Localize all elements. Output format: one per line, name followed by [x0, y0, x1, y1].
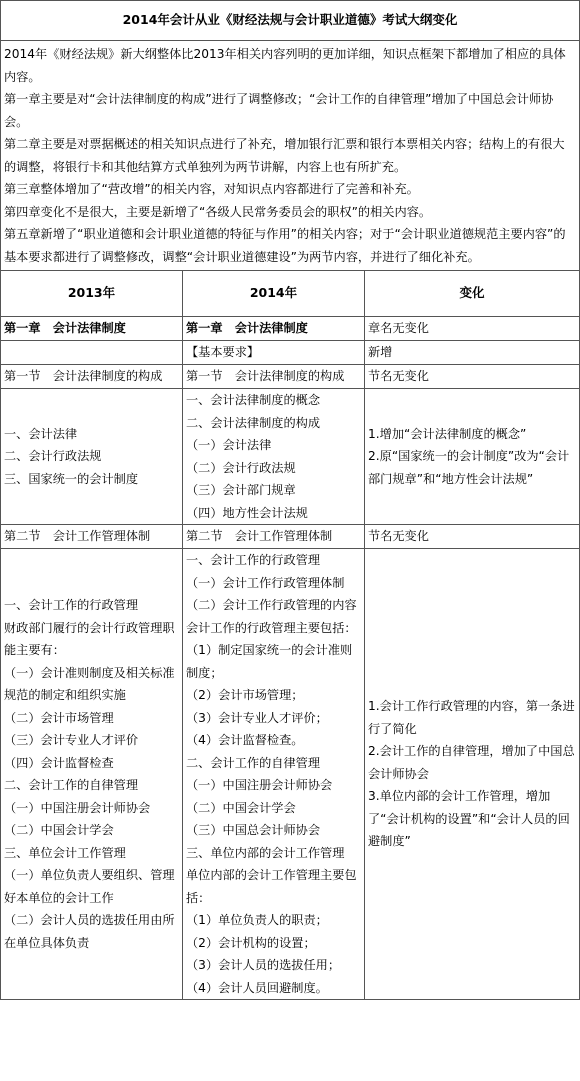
list-item: （一）会计法律	[186, 438, 272, 452]
list-item: 2.原“国家统一的会计制度”改为“会计部门规章”和“地方性会计法规”	[368, 449, 570, 486]
basic-requirement-change: 新增	[365, 341, 580, 365]
intro-summary	[1, 41, 580, 271]
list-item: （一）中国注册会计师协会	[4, 800, 151, 815]
basic-requirement-2013	[1, 341, 183, 365]
chapter-title-2014: 第一章 会计法律制度	[183, 317, 365, 341]
list-item: 二、会计行政法规	[4, 449, 102, 464]
list-item: （1）制定国家统一的会计准则制度；	[186, 643, 353, 680]
list-item: （3）会计专业人才评价；	[186, 710, 328, 725]
list-item: （2）会计市场管理；	[186, 688, 304, 702]
section2-title-2014: 第二节 会计工作管理体制	[183, 525, 365, 549]
list-item: 会计工作的行政管理主要包括：	[186, 620, 357, 635]
list-item: 2.会计工作的自律管理，增加了中国总会计师协会	[368, 744, 575, 781]
list-item: （二）会计市场管理	[4, 710, 114, 725]
list-item: 二、会计工作的自律管理	[4, 778, 139, 792]
intro-paragraph: 2014年《财经法规》新大纲整体比2013年相关内容列明的更加详细，知识点框架下都增加了相应的具体内容。	[4, 47, 566, 84]
intro-paragraph: 第一章主要是对“会计法律制度的构成”进行了调整修改；“会计工作的自律管理”增加了中国总会计师协会。	[4, 92, 554, 129]
list-item: 一、会计工作的行政管理	[186, 553, 321, 567]
column-header-2014: 2014年	[183, 271, 365, 317]
list-item: 一、会计法律制度的概念	[186, 393, 321, 407]
list-item: 三、国家统一的会计制度	[4, 471, 139, 486]
list-item: （一）会计工作行政管理体制	[186, 575, 345, 590]
section1-title-2013: 第一节 会计法律制度的构成	[1, 365, 183, 389]
list-item: 单位内部的会计工作管理主要包括：	[186, 868, 357, 905]
list-item: （一）中国注册会计师协会	[186, 778, 333, 792]
section1-content-change	[365, 389, 580, 525]
list-item: 财政部门履行的会计行政管理职能主要有：	[4, 620, 175, 657]
list-item: （三）会计部门规章	[186, 483, 296, 497]
list-item: （4）会计人员回避制度。	[186, 980, 328, 995]
column-header-change: 变化	[365, 271, 580, 317]
list-item: （一）单位负责人要组织、管理好本单位的会计工作	[4, 868, 175, 905]
basic-requirement-2014: 【基本要求】	[183, 341, 365, 365]
list-item: 三、单位内部的会计工作管理	[186, 845, 345, 860]
list-item: （二）中国会计学会	[4, 823, 114, 837]
section2-title-2013: 第二节 会计工作管理体制	[1, 525, 183, 549]
list-item: （二）中国会计学会	[186, 800, 296, 815]
intro-paragraph: 第三章整体增加了“营改增”的相关内容，对知识点内容都进行了完善和补充。	[4, 182, 419, 196]
list-item: 1.增加“会计法律制度的概念”	[368, 426, 527, 441]
section2-content-2014	[183, 549, 365, 1000]
section1-content-2013	[1, 389, 183, 525]
list-item: 三、单位会计工作管理	[4, 845, 126, 860]
list-item: 二、会计法律制度的构成	[186, 415, 321, 430]
list-item: （二）会计行政法规	[186, 460, 296, 475]
list-item: （二）会计人员的选拔任用由所在单位具体负责	[4, 913, 175, 950]
list-item: （3）会计人员的选拔任用；	[186, 958, 341, 972]
list-item: 1.会计工作行政管理的内容，第一条进行了简化	[368, 699, 575, 736]
list-item: （三）会计专业人才评价	[4, 733, 139, 747]
list-item: （三）中国总会计师协会	[186, 823, 321, 837]
section2-content-change	[365, 549, 580, 1000]
section2-change: 节名无变化	[365, 525, 580, 549]
list-item: （1）单位负责人的职责；	[186, 913, 328, 927]
intro-paragraph: 第五章新增了“职业道德和会计职业道德的特征与作用”的相关内容；对于“会计职业道德规范主要内容”的基本要求都进行了调整修改，调整“会计职业道德建设”为两节内容，并进行了细化补充。	[4, 227, 566, 264]
list-item: 二、会计工作的自律管理	[186, 755, 321, 770]
list-item: 一、会计工作的行政管理	[4, 598, 139, 612]
column-header-2013: 2013年	[1, 271, 183, 317]
section2-content-2013	[1, 549, 183, 1000]
chapter-title-2013: 第一章 会计法律制度	[1, 317, 183, 341]
list-item: （一）会计准则制度及相关标准规范的制定和组织实施	[4, 665, 175, 702]
page-title: 2014年会计从业《财经法规与会计职业道德》考试大纲变化	[1, 1, 580, 41]
list-item: （四）地方性会计法规	[186, 505, 308, 520]
section1-title-2014: 第一节 会计法律制度的构成	[183, 365, 365, 389]
list-item: 一、会计法律	[4, 426, 78, 441]
list-item: （四）会计监督检查	[4, 755, 114, 770]
intro-paragraph: 第二章主要是对票据概述的相关知识点进行了补充，增加银行汇票和银行本票相关内容；结构上的有很大的调整，将银行卡和其他结算方式单独列为两节讲解，内容上也有所扩充。	[4, 137, 565, 174]
list-item: 3.单位内部的会计工作管理，增加了“会计机构的设置”和“会计人员的回避制度”	[368, 789, 570, 849]
section1-content-2014	[183, 389, 365, 525]
chapter-change: 章名无变化	[365, 317, 580, 341]
list-item: （2）会计机构的设置；	[186, 935, 316, 950]
list-item: （二）会计工作行政管理的内容	[186, 598, 357, 612]
section1-change: 节名无变化	[365, 365, 580, 389]
intro-paragraph: 第四章变化不是很大，主要是新增了“各级人民常务委员会的职权”的相关内容。	[4, 204, 432, 219]
list-item: （4）会计监督检查。	[186, 733, 304, 747]
